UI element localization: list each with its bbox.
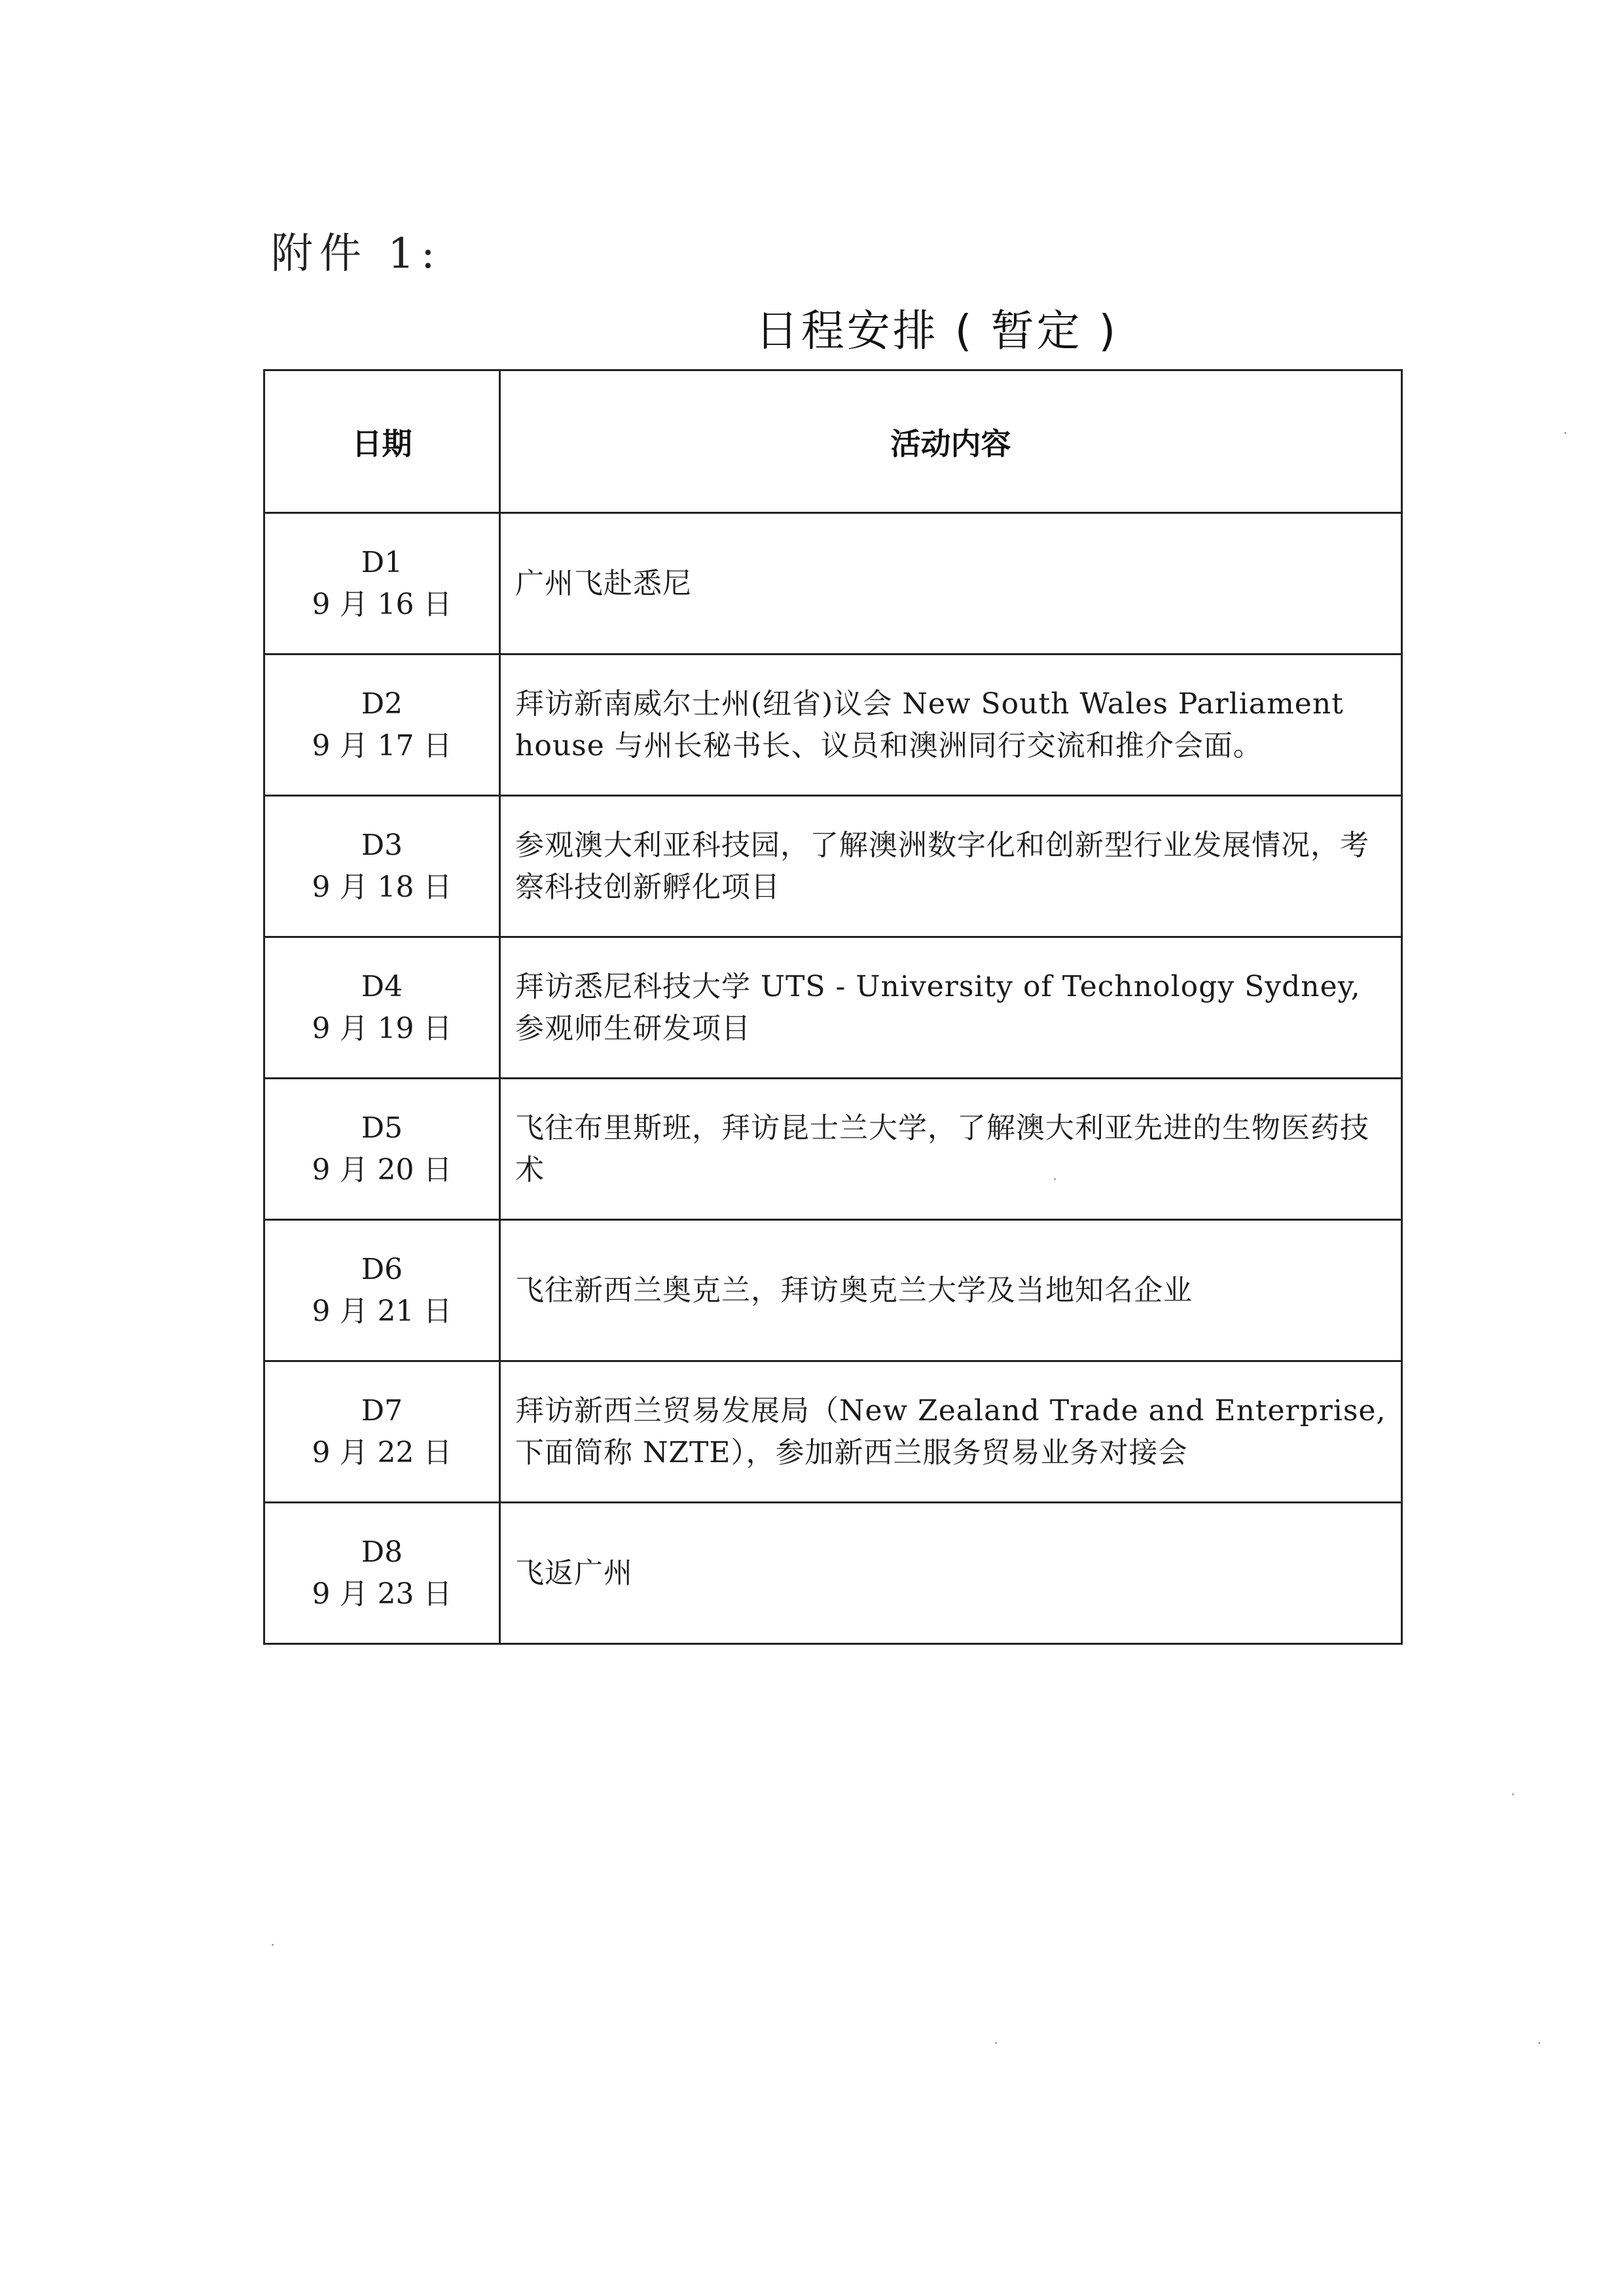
date-cell: [264, 937, 500, 1079]
activity-cell: 参观澳大利亚科技园，了解澳洲数字化和创新型行业发展情况，考察科技创新孵化项目: [500, 796, 1402, 937]
table-header-row: [264, 370, 1402, 513]
date-cell: [264, 1503, 500, 1644]
table-row: [264, 1079, 1402, 1220]
day-date: 9 月 20 日: [312, 1153, 452, 1187]
table-row: [264, 1361, 1402, 1503]
scan-speck: [1512, 1793, 1514, 1795]
date-cell: [264, 1220, 500, 1361]
table-row: [264, 655, 1402, 796]
date-cell: [264, 796, 500, 937]
day-date: 9 月 19 日: [312, 1011, 452, 1045]
day-date: 9 月 18 日: [312, 870, 452, 904]
scan-speck: [272, 1944, 274, 1946]
activity-cell: 飞往新西兰奥克兰，拜访奥克兰大学及当地知名企业: [500, 1220, 1402, 1361]
header-date: 日期: [264, 370, 500, 513]
day-code: D3: [361, 828, 403, 862]
scan-speck: [1538, 2042, 1540, 2044]
activity-cell: 拜访新南威尔士州(纽省)议会 New South Wales Parliament house 与州长秘书长、议员和澳洲同行交流和推介会面。: [500, 655, 1402, 796]
table-row: [264, 1503, 1402, 1644]
table-row: [264, 796, 1402, 937]
day-code: D8: [361, 1535, 403, 1569]
day-date: 9 月 17 日: [312, 728, 452, 762]
date-cell: [264, 655, 500, 796]
scan-speck: [995, 2042, 997, 2044]
date-cell: [264, 1361, 500, 1503]
activity-cell: 拜访悉尼科技大学 UTS - University of Technology Sydney, 参观师生研发项目: [500, 937, 1402, 1079]
day-date: 9 月 21 日: [312, 1294, 452, 1328]
schedule-table: [263, 369, 1403, 1645]
date-cell: [264, 1079, 500, 1220]
activity-cell: 飞往布里斯班，拜访昆士兰大学，了解澳大利亚先进的生物医药技术: [500, 1079, 1402, 1220]
activity-cell: 飞返广州: [500, 1503, 1402, 1644]
table-row: [264, 513, 1402, 655]
activity-cell: 广州飞赴悉尼: [500, 513, 1402, 655]
header-activity: 活动内容: [500, 370, 1402, 513]
activity-cell: 拜访新西兰贸易发展局（New Zealand Trade and Enterprise, 下面简称 NZTE），参加新西兰服务贸易业务对接会: [500, 1361, 1402, 1503]
day-code: D4: [361, 969, 403, 1003]
document-title: 日程安排 ( 暂定 ): [755, 306, 1119, 356]
day-code: D1: [361, 545, 403, 579]
day-date: 9 月 16 日: [312, 587, 452, 621]
day-code: D5: [361, 1111, 403, 1145]
attachment-label: 附件 1:: [271, 230, 442, 278]
date-cell: [264, 513, 500, 655]
day-code: D2: [361, 687, 403, 721]
scan-speck: [1564, 432, 1566, 434]
day-code: D6: [361, 1252, 403, 1286]
table-row: [264, 1220, 1402, 1361]
table-row: [264, 937, 1402, 1079]
day-code: D7: [361, 1393, 403, 1427]
day-date: 9 月 23 日: [312, 1577, 452, 1611]
scan-speck: [1054, 1178, 1056, 1180]
day-date: 9 月 22 日: [312, 1435, 452, 1469]
